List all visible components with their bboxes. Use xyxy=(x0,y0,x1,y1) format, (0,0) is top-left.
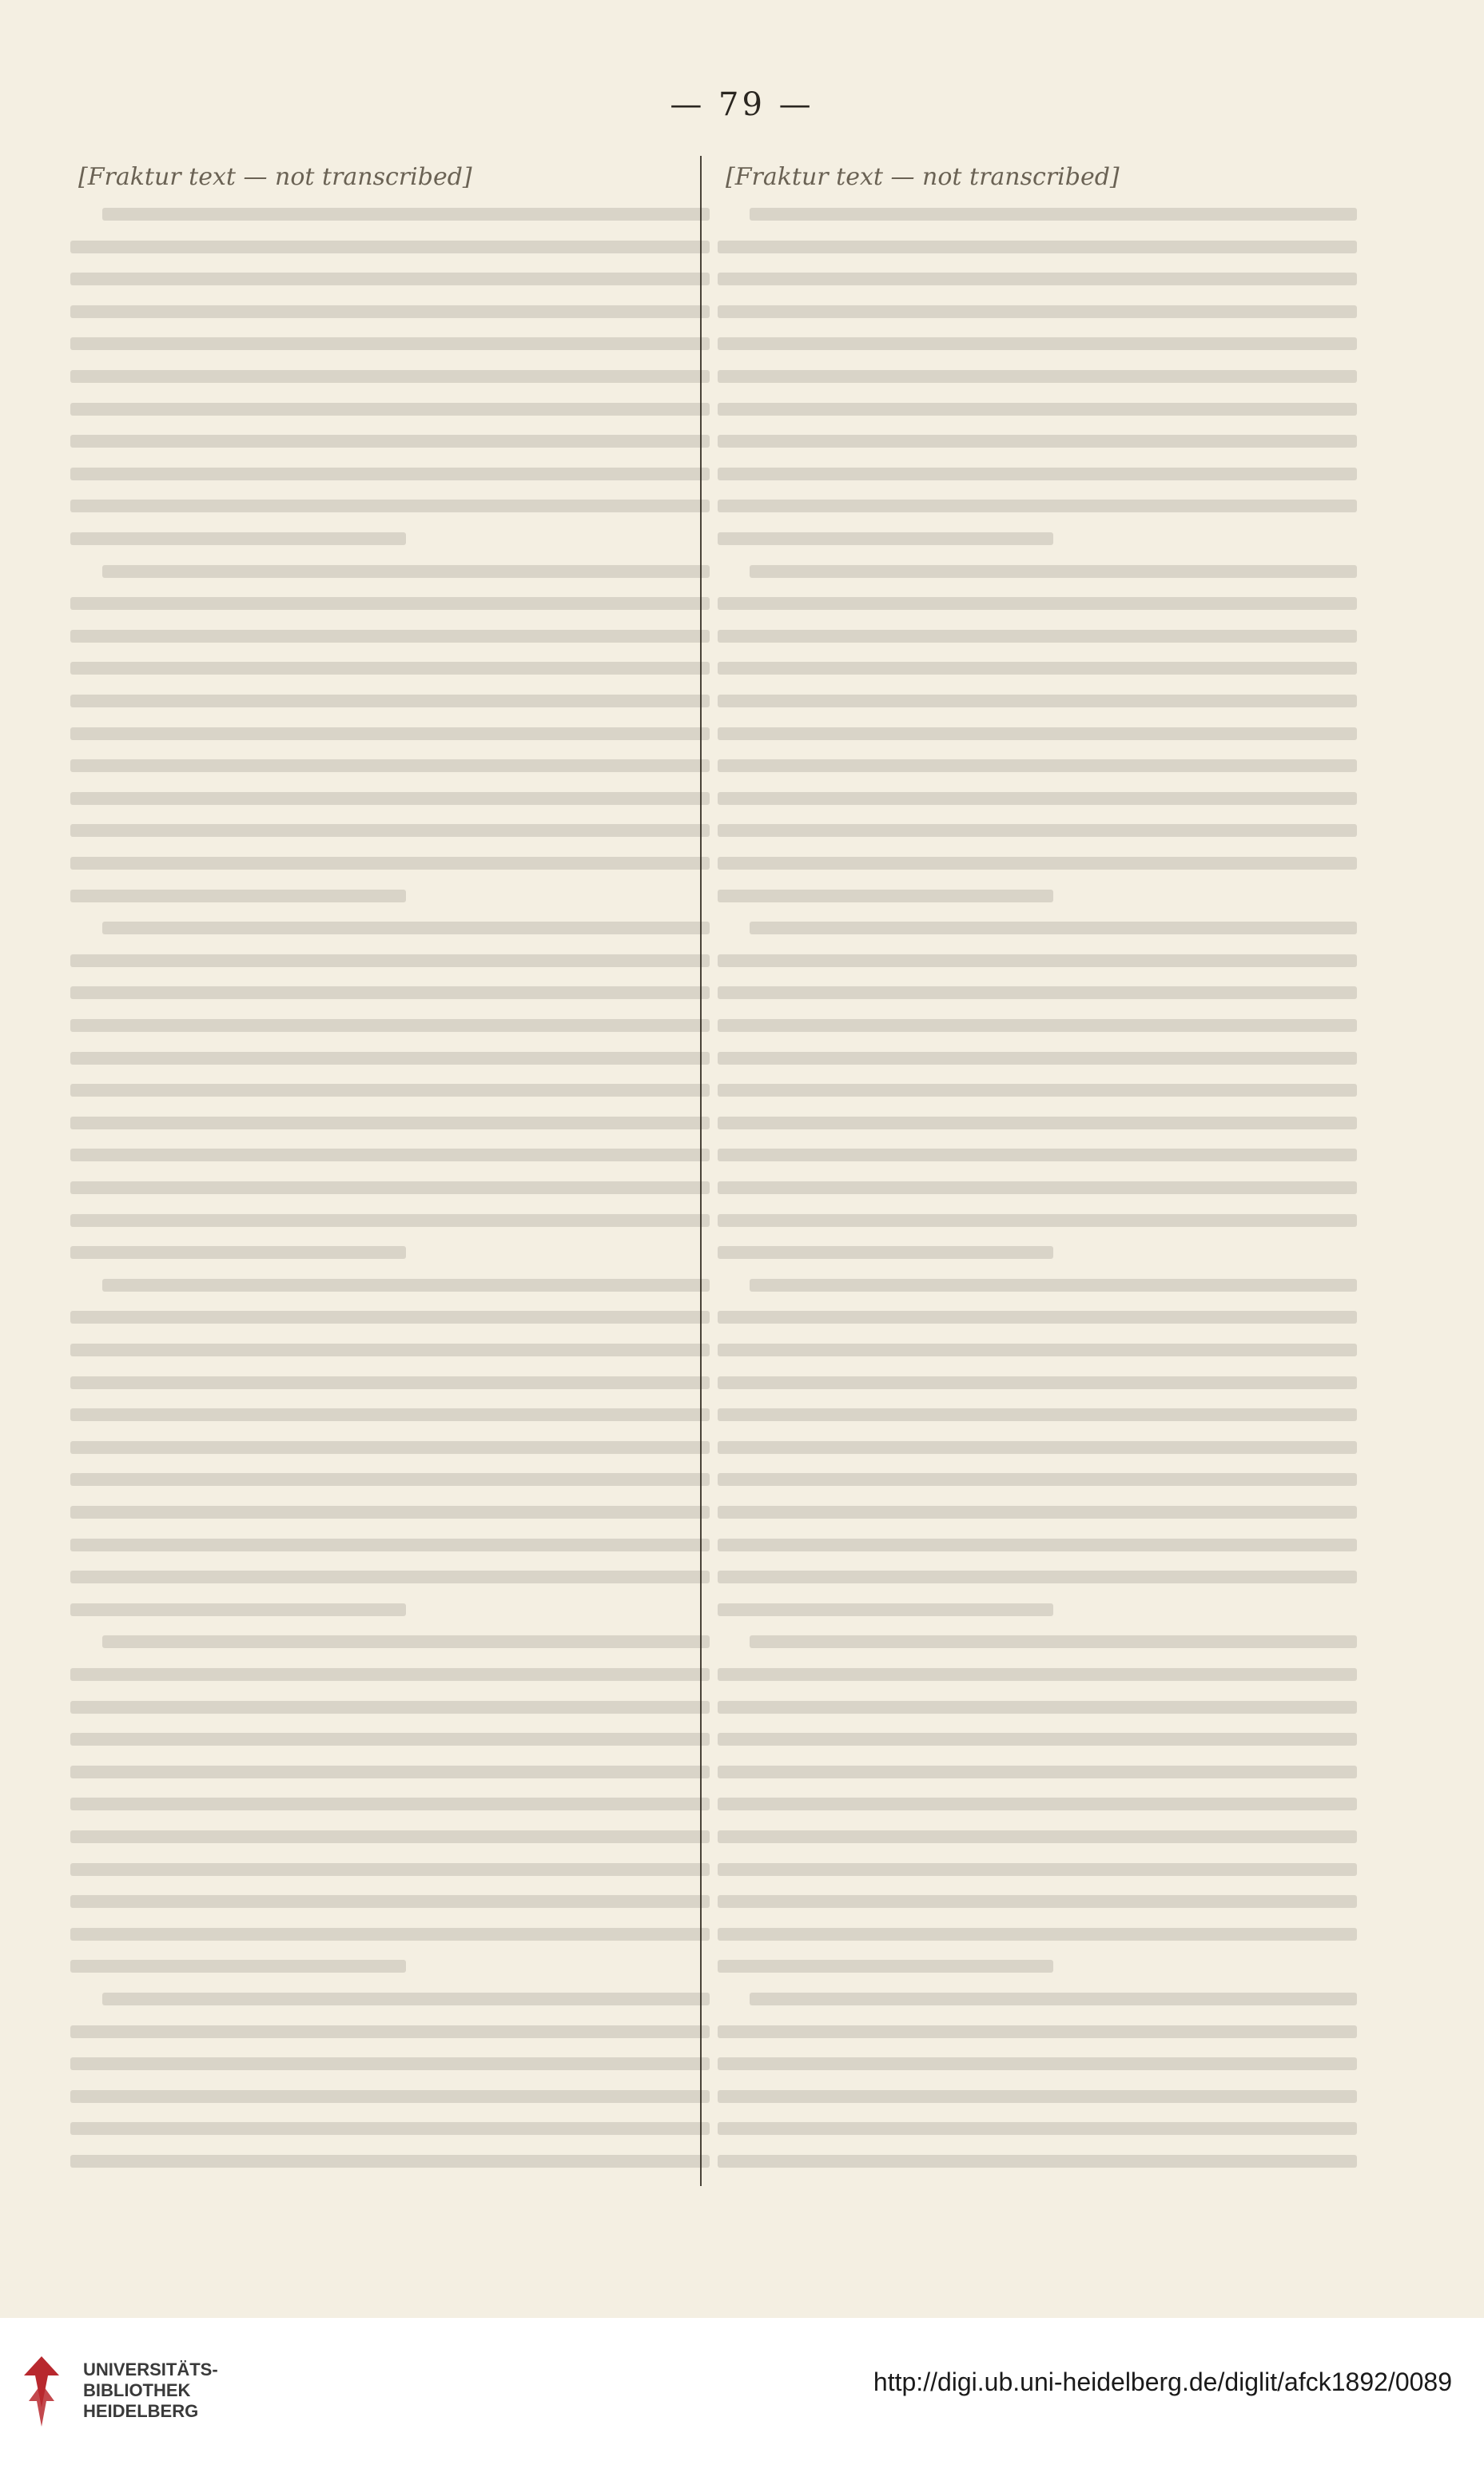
text-line xyxy=(70,305,710,318)
text-line xyxy=(718,305,1357,318)
text-line xyxy=(718,532,1053,545)
text-line xyxy=(70,403,710,416)
text-line xyxy=(70,890,406,902)
text-line xyxy=(70,337,710,350)
text-line xyxy=(718,727,1357,740)
text-line xyxy=(718,1766,1357,1778)
text-line xyxy=(102,565,710,578)
text-line xyxy=(70,500,710,512)
text-line xyxy=(750,1635,1357,1648)
text-line xyxy=(70,792,710,805)
text-line xyxy=(718,1019,1357,1032)
text-line xyxy=(718,597,1357,610)
text-line xyxy=(70,1960,406,1973)
text-line xyxy=(70,2057,710,2070)
text-line xyxy=(718,1863,1357,1876)
text-line xyxy=(70,597,710,610)
text-line xyxy=(718,857,1357,870)
text-line xyxy=(70,1863,710,1876)
text-line xyxy=(70,986,710,999)
text-line xyxy=(718,1376,1357,1389)
text-line xyxy=(718,1733,1357,1746)
text-line xyxy=(70,370,710,383)
text-line xyxy=(718,468,1357,480)
left-column-text: [Fraktur text — not transcribed] xyxy=(70,160,480,194)
text-line xyxy=(70,1246,406,1259)
text-line xyxy=(718,1117,1357,1129)
text-line xyxy=(70,1766,710,1778)
text-line xyxy=(70,824,710,837)
text-line xyxy=(70,954,710,967)
left-column xyxy=(70,160,710,2182)
text-line xyxy=(750,1993,1357,2005)
text-line xyxy=(70,273,710,285)
text-line xyxy=(70,857,710,870)
text-line xyxy=(70,1473,710,1486)
text-line xyxy=(70,2155,710,2168)
text-line xyxy=(718,500,1357,512)
text-line xyxy=(70,1214,710,1227)
text-line xyxy=(70,468,710,480)
text-line xyxy=(718,1798,1357,1810)
right-column xyxy=(718,160,1357,2182)
text-line xyxy=(70,1798,710,1810)
text-line xyxy=(718,824,1357,837)
text-line xyxy=(102,208,710,221)
footer-bar xyxy=(0,2318,1484,2465)
text-line xyxy=(718,273,1357,285)
text-line xyxy=(70,1441,710,1454)
text-line xyxy=(70,1701,710,1714)
text-line xyxy=(718,2025,1357,2038)
text-line xyxy=(70,1733,710,1746)
text-line xyxy=(718,1895,1357,1908)
text-line xyxy=(718,986,1357,999)
text-line xyxy=(70,1928,710,1941)
text-line xyxy=(750,208,1357,221)
text-line xyxy=(102,1993,710,2005)
text-line xyxy=(70,1539,710,1551)
text-line xyxy=(70,1603,406,1616)
text-line xyxy=(718,1441,1357,1454)
library-logo-icon xyxy=(18,2352,66,2431)
text-line xyxy=(718,890,1053,902)
text-line xyxy=(718,695,1357,707)
text-line xyxy=(718,1539,1357,1551)
text-line xyxy=(750,922,1357,934)
text-line xyxy=(70,2090,710,2103)
text-line xyxy=(718,2155,1357,2168)
right-column-text: [Fraktur text — not transcribed] xyxy=(718,160,1128,194)
text-line xyxy=(70,1084,710,1097)
text-line xyxy=(718,403,1357,416)
text-line xyxy=(70,435,710,448)
text-line xyxy=(718,1084,1357,1097)
text-line xyxy=(70,241,710,253)
text-line xyxy=(718,2122,1357,2135)
text-line xyxy=(718,1344,1357,1356)
text-line xyxy=(718,241,1357,253)
text-line xyxy=(750,565,1357,578)
text-line xyxy=(70,2025,710,2038)
text-line xyxy=(718,1668,1357,1681)
text-line xyxy=(70,662,710,675)
text-line xyxy=(718,1701,1357,1714)
text-line xyxy=(70,1830,710,1843)
text-line xyxy=(70,630,710,643)
text-line xyxy=(102,1635,710,1648)
text-line xyxy=(70,695,710,707)
text-line xyxy=(102,922,710,934)
text-line xyxy=(718,1830,1357,1843)
text-line xyxy=(718,337,1357,350)
text-line xyxy=(718,1571,1357,1583)
text-line xyxy=(70,1311,710,1324)
text-line xyxy=(70,1344,710,1356)
text-line xyxy=(718,1052,1357,1065)
text-line xyxy=(70,1117,710,1129)
text-line xyxy=(750,1279,1357,1292)
source-url[interactable]: http://digi.ub.uni-heidelberg.de/diglit/afck1892/0089 xyxy=(873,2367,1452,2396)
text-line xyxy=(70,1506,710,1519)
text-line xyxy=(70,2122,710,2135)
text-line xyxy=(70,1019,710,1032)
text-line xyxy=(718,1603,1053,1616)
text-line xyxy=(718,792,1357,805)
text-line xyxy=(718,1506,1357,1519)
text-line xyxy=(102,1279,710,1292)
text-line xyxy=(70,727,710,740)
text-line xyxy=(718,370,1357,383)
text-line xyxy=(718,1246,1053,1259)
text-line xyxy=(70,1181,710,1194)
text-line xyxy=(718,1960,1053,1973)
text-line xyxy=(718,759,1357,772)
text-line xyxy=(70,1052,710,1065)
text-line xyxy=(70,1376,710,1389)
text-line xyxy=(718,2057,1357,2070)
text-line xyxy=(70,1149,710,1161)
text-line xyxy=(70,1895,710,1908)
text-line xyxy=(718,662,1357,675)
text-line xyxy=(718,1408,1357,1421)
text-line xyxy=(718,630,1357,643)
logo-line-1: UNIVERSITÄTS- xyxy=(83,2359,218,2379)
text-line xyxy=(718,1149,1357,1161)
text-line xyxy=(718,954,1357,967)
text-line xyxy=(718,1311,1357,1324)
library-logo-text xyxy=(83,2359,218,2422)
text-line xyxy=(718,1473,1357,1486)
text-line xyxy=(70,1571,710,1583)
text-line xyxy=(718,1214,1357,1227)
text-line xyxy=(718,435,1357,448)
text-line xyxy=(70,759,710,772)
text-line xyxy=(718,1928,1357,1941)
text-line xyxy=(70,1668,710,1681)
text-line xyxy=(718,2090,1357,2103)
logo-line-2: BIBLIOTHEK xyxy=(83,2380,191,2400)
text-line xyxy=(718,1181,1357,1194)
logo-line-3: HEIDELBERG xyxy=(83,2401,199,2421)
text-line xyxy=(70,1408,710,1421)
text-line xyxy=(70,532,406,545)
page-number: — 79 — xyxy=(670,86,814,123)
